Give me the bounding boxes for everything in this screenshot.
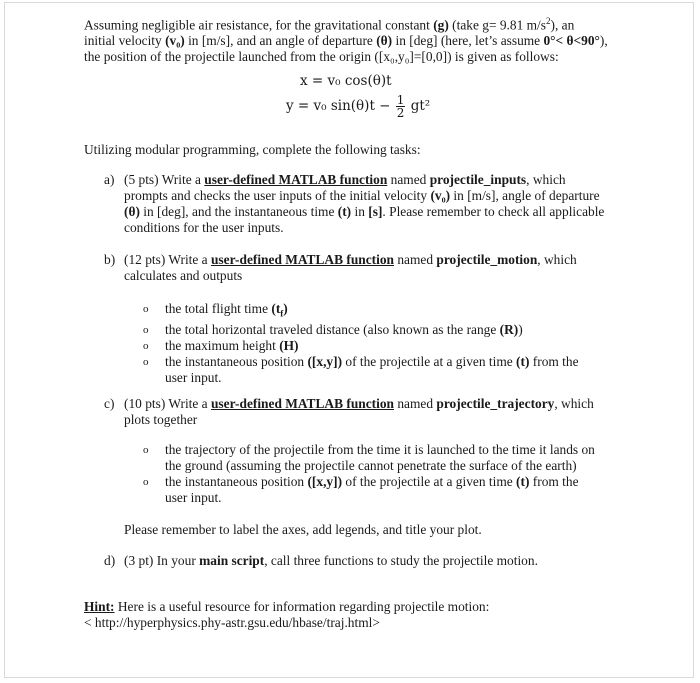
task-c: [104, 396, 624, 428]
list-item: o the maximum height (H): [143, 337, 299, 353]
task-b-line: (12 pts) Write a user-defined MATLAB function named projectile_motion, which: [124, 252, 577, 267]
bullet-icon: o: [143, 355, 149, 368]
hint-text: Here is a useful resource for information regarding projectile motion:: [117, 599, 490, 614]
fraction-numerator: 1: [396, 93, 405, 107]
intro-line: the position of the projectile launched from the origin ([x₀,y₀]=[0,0]) is given as follows:: [84, 49, 559, 65]
task-b-body: [124, 252, 624, 284]
list-item: o the total horizontal traveled distance (also known as the range (R)): [143, 321, 523, 337]
equation-x: x = v₀ cos(θ)t: [300, 73, 392, 89]
task-d: [104, 553, 624, 569]
hint-label: Hint:: [84, 599, 115, 614]
intro-paragraph: [84, 13, 644, 65]
task-a-line: prompts and checks the user inputs of the initial velocity (v₀) in [m/s], angle of departure: [124, 188, 600, 203]
task-c-body: [124, 396, 624, 428]
task-a-body: [124, 172, 624, 236]
task-a-line: conditions for the user inputs.: [124, 220, 284, 235]
task-a-line: (5 pts) Write a user-defined MATLAB function named projectile_inputs, which: [124, 172, 566, 187]
fraction-denominator: 2: [396, 106, 405, 120]
task-a-label: a): [104, 172, 115, 187]
task-c-line: (10 pts) Write a user-defined MATLAB function named projectile_trajectory, which: [124, 396, 594, 411]
task-b-bullet-list: [143, 301, 603, 386]
equation-y: [286, 94, 430, 119]
task-d-body: (3 pt) In your main script, call three functions to study the projectile motion.: [124, 553, 538, 568]
intro-line: initial velocity (v₀) in [m/s], and an angle of departure (θ) in [deg] (here, let’s assume 0°< θ<90°),: [84, 33, 608, 49]
task-a-line: (θ) in [deg], and the instantaneous time (t) in [s]. Please remember to check all applicable: [124, 204, 605, 219]
bullet-icon: o: [143, 303, 149, 315]
bullet-icon: o: [143, 476, 149, 488]
equation-y-right: gt²: [410, 98, 431, 114]
hint-section: [84, 599, 624, 631]
list-item-line: the ground (assuming the projectile cannot penetrate the surface of the earth): [165, 458, 577, 473]
task-a: [104, 172, 624, 236]
equation-y-left: y = v₀ sin(θ)t −: [286, 98, 391, 114]
bullet-icon: o: [143, 444, 149, 456]
list-item-line: the trajectory of the projectile from the time it is launched to the time it lands on: [165, 442, 595, 457]
intro-line: Assuming negligible air resistance, for the gravitational constant (g) (take g= 9.81 $m/s^2$), an: [84, 16, 575, 33]
task-c-bullet-list: [143, 442, 603, 506]
task-c-line: plots together: [124, 412, 198, 427]
task-b-label: b): [104, 252, 116, 267]
fraction-one-half: [396, 94, 406, 119]
task-intro: Utilizing modular programming, complete the following tasks:: [84, 142, 421, 157]
task-b: [104, 252, 624, 284]
bullet-icon: o: [143, 323, 149, 336]
task-b-line: calculates and outputs: [124, 268, 243, 283]
hint-line: [84, 599, 624, 615]
hint-url[interactable]: < http://hyperphysics.phy-astr.gsu.edu/hbase/traj.html>: [84, 615, 380, 630]
bullet-icon: o: [143, 339, 149, 352]
list-item: o the total flight time $(t_f)$: [143, 301, 288, 319]
task-d-label: d): [104, 553, 116, 568]
task-c-label: c): [104, 396, 115, 411]
list-item: o the instantaneous position ([x,y]) of the projectile at a given time (t) from the user input.: [143, 474, 579, 505]
list-item: [143, 442, 603, 474]
task-c-note: Please remember to label the axes, add legends, and title your plot.: [124, 522, 482, 537]
list-item: o the instantaneous position ([x,y]) of the projectile at a given time (t) from the user input.: [143, 353, 579, 385]
